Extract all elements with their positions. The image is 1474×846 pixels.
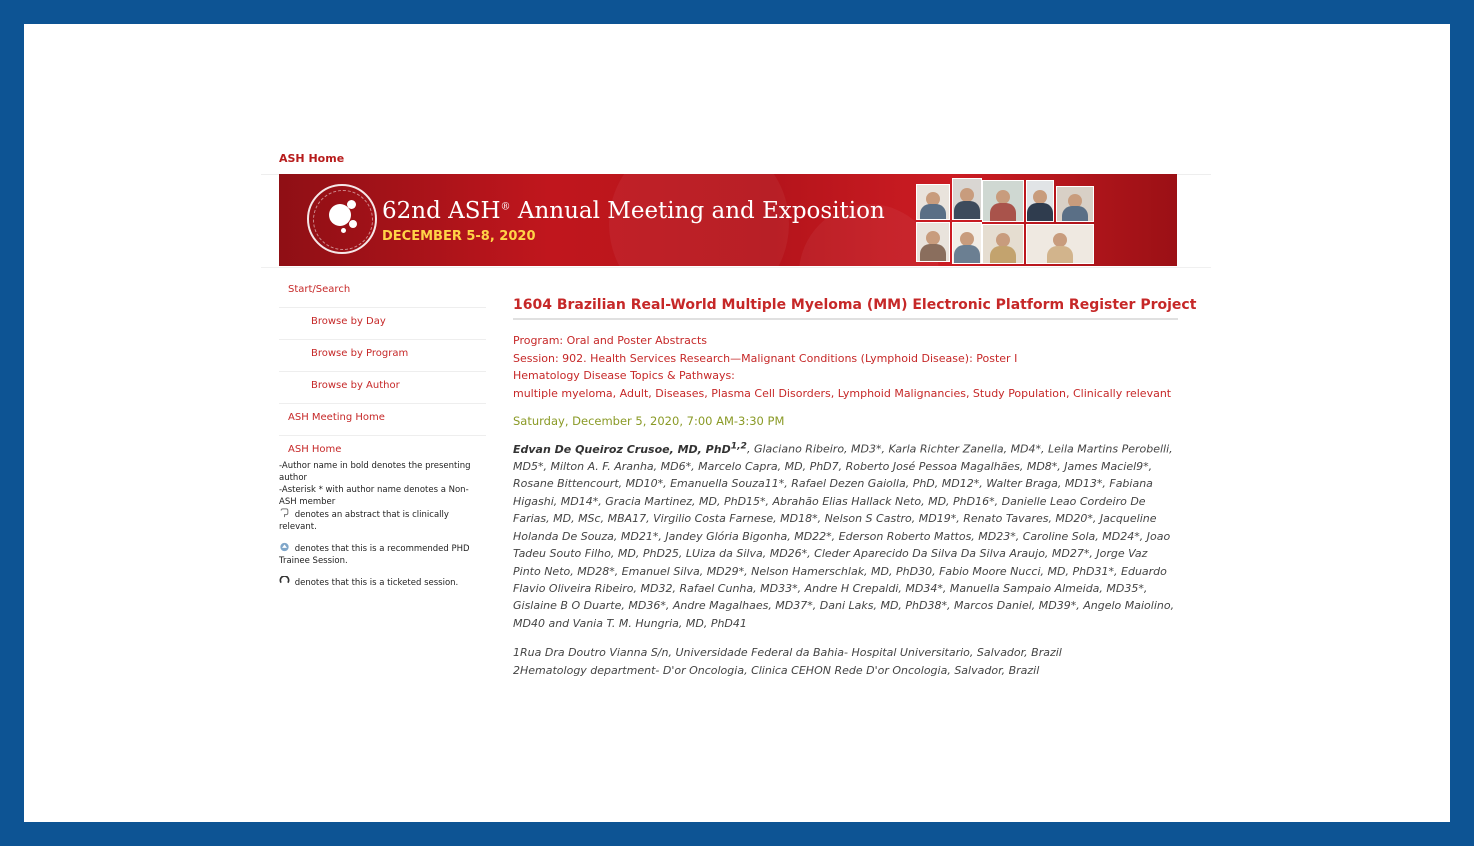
ash-logo-icon xyxy=(307,184,377,254)
banner-date: DECEMBER 5-8, 2020 xyxy=(382,229,536,244)
legend-ticketed-note: denotes that this is a ticketed session. xyxy=(294,578,459,588)
co-authors: Glaciano Ribeiro, MD3*, Karla Richter Zanella, MD4*, Leila Martins Perobelli, MD5*, Milton A. F. Aranha, MD6*, Marcelo Capra, MD, PhD7, Roberto José Pessoa Magalhães, MD8*, James Maciel9*, Rosane Bittencourt, MD10*, Emanuella Souza11*, Rafael Dezen Gaiolla, PhD, MD12*, Walter Braga, MD13*, Fabiana Higashi, MD14*, Gracia Martinez, MD, PhD15*, Abrahão Elias Hallack Neto, MD, PhD16*, Danielle Leao Cordeiro De Farias, MD, MSc, MBA17, Virgilio Costa Farnese, MD18*, Nelson S Castro, MD19*, Renato Tavares, MD20*, Jacqueline Holanda De Souza, MD21*, Jandey Glória Bigonha, MD22*, Ederson Roberto Mattos, MD23*, Caroline Sola, MD24*, Joao Tadeu Souto Filho, MD, PhD25, LUiza da Silva, MD26*, Cleder Aparecido Da Silva Da Silva Araujo, MD27*, Jorge Vaz Pinto Neto, MD28*, Emanuel Silva, MD29*, Nelson Hamerschlak, MD, PhD30, Fabio Moore Nucci, MD, PhD31*, Eduardo Flavio Oliveira Ribeiro, MD32, Rafael Cunha, MD33*, Andre H Crepaldi, MD34*, Manuella Sampaio Almeida, MD35*, Gislaine B O Duarte, MD36*, Andre Magalhaes, MD37*, Dani Laks, MD, PhD38*, Marcos Daniel, MD39*, Angelo Maiolino, MD40 and Vania T. M. Hungria, MD, PhD41 xyxy=(513,442,1175,630)
symbol-legend xyxy=(279,460,486,589)
abstract-content xyxy=(513,297,1197,679)
clinically-relevant-icon xyxy=(279,508,290,518)
banner-divider xyxy=(261,267,1211,268)
affiliation-2: 2Hematology department- D'or Oncologia, Clinica CEHON Rede D'or Oncologia, Salvador, Brazil xyxy=(513,663,1040,677)
topics-list: multiple myeloma, Adult, Diseases, Plasma Cell Disorders, Lymphoid Malignancies, Study Population, Clinically relevant xyxy=(513,386,1172,400)
sidebar-item-start-search[interactable]: Start/Search xyxy=(279,276,486,308)
trainee-session-icon xyxy=(279,542,290,552)
meeting-banner xyxy=(279,174,1177,266)
legend-clinical-note: denotes an abstract that is clinically relevant. xyxy=(279,510,449,532)
sidebar-item-ash-meeting-home[interactable]: ASH Meeting Home xyxy=(279,404,486,436)
program-line: Program: Oral and Poster Abstracts xyxy=(513,334,707,347)
session-datetime: Saturday, December 5, 2020, 7:00 AM-3:30 PM xyxy=(513,414,785,428)
legend-asterisk-note: -Asterisk * with author name denotes a Non-ASH member xyxy=(279,485,469,507)
ash-home-top-link[interactable]: ASH Home xyxy=(279,152,345,165)
sidebar-nav xyxy=(279,276,486,598)
ticketed-session-icon xyxy=(279,576,290,586)
slide-frame xyxy=(24,24,1450,822)
sidebar-item-browse-by-author[interactable]: Browse by Author xyxy=(279,372,486,404)
presenting-author: Edvan De Queiroz Crusoe, MD, PhD$^{1,2}$ xyxy=(513,440,747,456)
affiliation-1: 1Rua Dra Doutro Vianna S/n, Universidade Federal da Bahia- Hospital Universitario, Salvador, Brazil xyxy=(513,646,1062,660)
sidebar-item-browse-by-program[interactable]: Browse by Program xyxy=(279,340,486,372)
affiliations xyxy=(513,644,1178,679)
legend-bold-note: -Author name in bold denotes the presenting author xyxy=(279,461,471,483)
sidebar-item-ash-home[interactable]: ASH Home xyxy=(288,444,342,455)
legend-trainee-note: denotes that this is a recommended PHD Trainee Session. xyxy=(279,544,470,566)
attendee-photo-collage xyxy=(916,178,1116,264)
session-line: Session: 902. Health Services Research—Malignant Conditions (Lymphoid Disease): Poster I xyxy=(513,351,1018,365)
sidebar-item-browse-by-day[interactable]: Browse by Day xyxy=(279,308,486,340)
author-list: Edvan De Queiroz Crusoe, MD, PhD$^{1,2}$, Glaciano Ribeiro, MD3*, Karla Richter Zanella, MD4*, Leila Martins Perobelli, MD5*, Milton A. F. Aranha, MD6*, Marcelo Capra, MD, PhD7, Roberto José Pessoa Magalhães, MD8*, James Maciel9*, Rosane Bittencourt, MD10*, Emanuella Souza11*, Rafael Dezen Gaiolla, PhD, MD12*, Walter Braga, MD13*, Fabiana Higashi, MD14*, Gracia Martinez, MD, PhD15*, Abrahão Elias Hallack Neto, MD, PhD16*, Danielle Leao Cordeiro De Farias, MD, MSc, MBA17, Virgilio Costa Farnese, MD18*, Nelson S Castro, MD19*, Renato Tavares, MD20*, Jacqueline Holanda De Souza, MD21*, Jandey Glória Bigonha, MD22*, Ederson Roberto Mattos, MD23*, Caroline Sola, MD24*, Joao Tadeu Souto Filho, MD, PhD25, LUiza da Silva, MD26*, Cleder Aparecido Da Silva Da Silva Araujo, MD27*, Jorge Vaz Pinto Neto, MD28*, Emanuel Silva, MD29*, Nelson Hamerschlak, MD, PhD30, Fabio Moore Nucci, MD, PhD31*, Eduardo Flavio Oliveira Ribeiro, MD32, Rafael Cunha, MD33*, Andre H Crepaldi, MD34*, Manuella Sampaio Almeida, MD35*, Gislaine B O Duarte, MD36*, Andre Magalhaes, MD37*, Dani Laks, MD, PhD38*, Marcos Daniel, MD39*, Angelo Maiolino, MD40 and Vania T. M. Hungria, MD, PhD41 xyxy=(513,440,1175,630)
banner-title: 62nd ASH® Annual Meeting and Exposition xyxy=(382,198,885,224)
topics-label: Hematology Disease Topics & Pathways: xyxy=(513,369,735,382)
abstract-title: 1604 Brazilian Real-World Multiple Myeloma (MM) Electronic Platform Register Project xyxy=(513,297,1178,320)
abstract-meta xyxy=(513,332,1178,402)
